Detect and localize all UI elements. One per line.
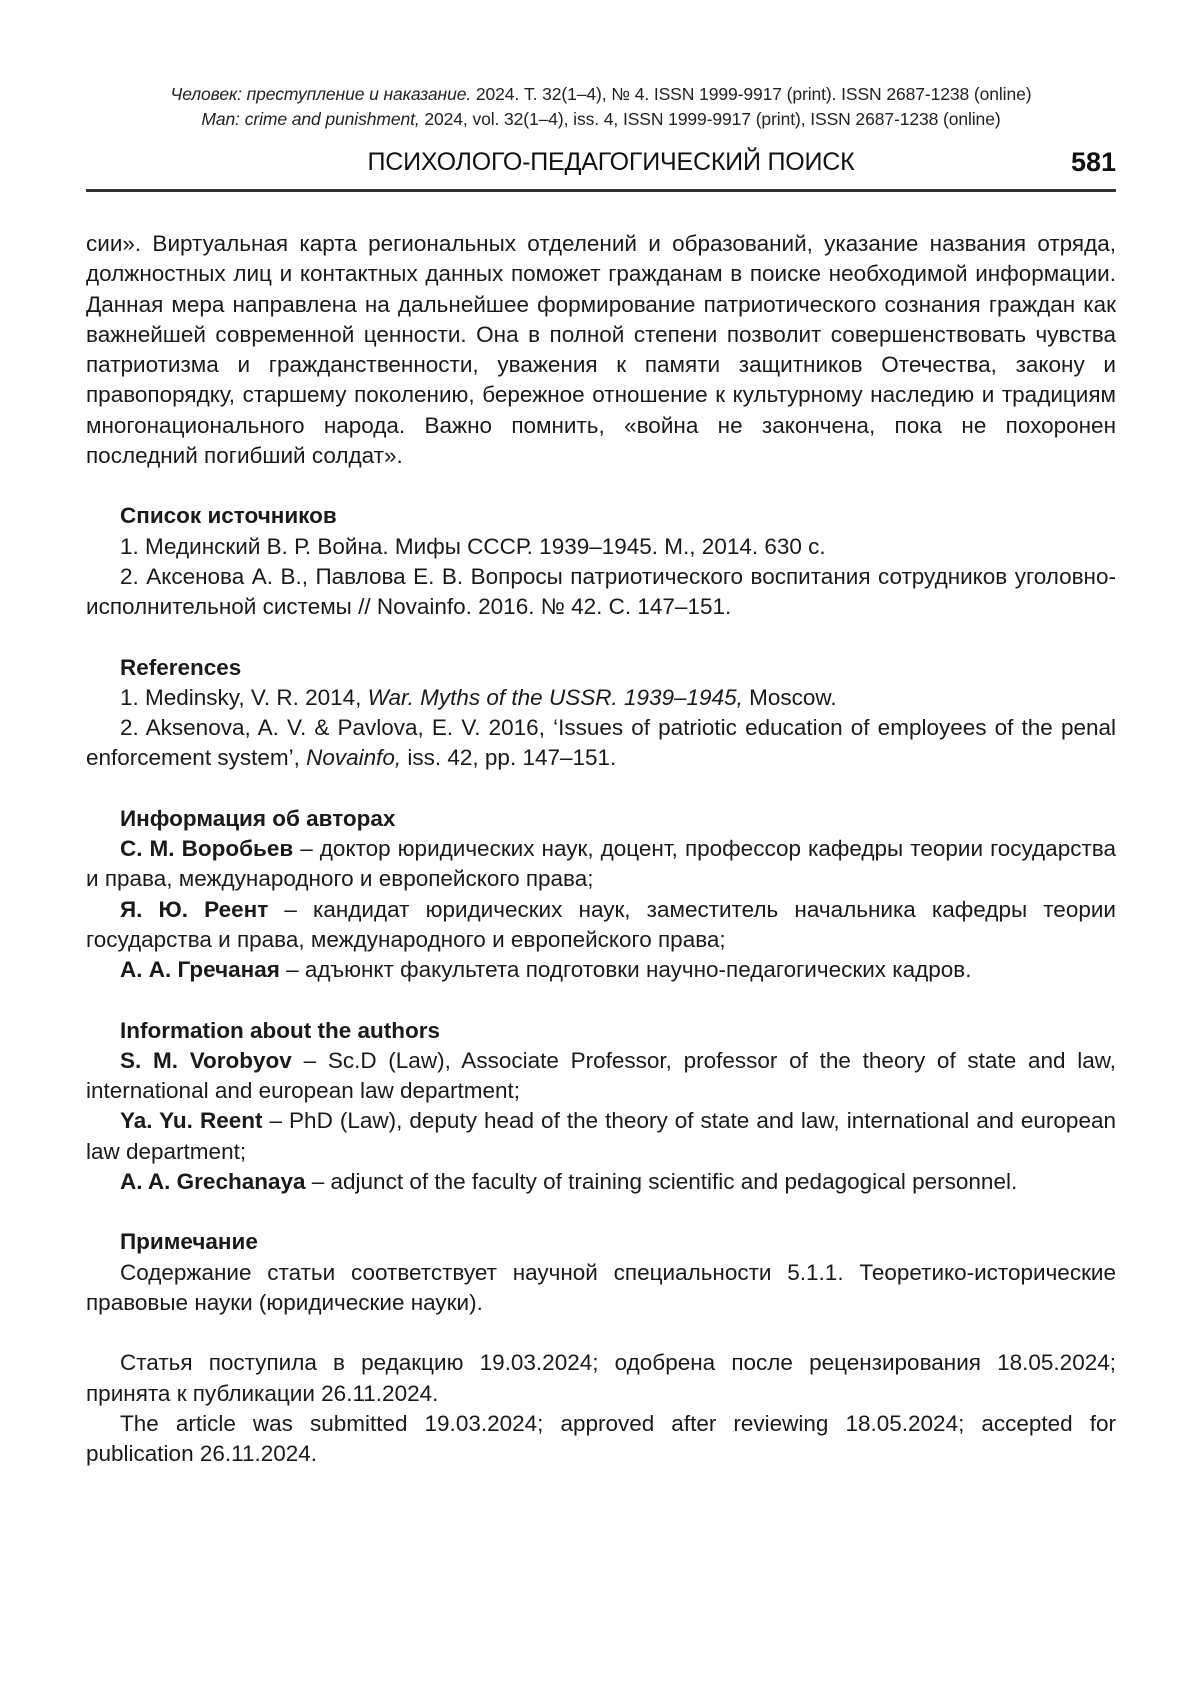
sources-section bbox=[86, 501, 1116, 622]
author-item bbox=[86, 1046, 1116, 1107]
reference-pages: iss. 42, pp. 147–151. bbox=[401, 745, 617, 771]
journal-issue-ru: 2024. Т. 32(1–4), № 4. ISSN 1999-9917 (print). ISSN 2687-1238 (online) bbox=[471, 84, 1032, 104]
body-paragraph: сии». Виртуальная карта региональных отделений и образований, указание названия отряда, должностных лиц и контактных данных поможет гражданам в поиске необходимой информации. Данная мера направлена на дальнейшее формирование патриотического сознания граждан как важнейшей современной ценности. Она в полной степени позволит совершенствовать чувства патриотизма и гражданственности, уважения к памяти защитников Отечества, закону и правопорядку, старшему поколению, бережное отношение к культурному наследию и традициям многонационального народа. Важно помнить, «война не закончена, пока не похоронен последний погибший солдат». bbox=[86, 231, 1116, 469]
author-item bbox=[86, 834, 1116, 895]
source-item: 1. Мединский В. Р. Война. Мифы СССР. 1939–1945. М., 2014. 630 с. bbox=[120, 533, 826, 559]
page-number: 581 bbox=[1070, 147, 1116, 177]
section-bar bbox=[86, 144, 1116, 180]
journal-issue-en: 2024, vol. 32(1–4), iss. 4, ISSN 1999-9917 (print), ISSN 2687-1238 (online) bbox=[419, 109, 1001, 129]
author-item bbox=[86, 1167, 1116, 1197]
references-heading: References bbox=[120, 654, 242, 680]
journal-running-header bbox=[86, 82, 1116, 132]
article-dates-ru: Статья поступила в редакцию 19.03.2024; одобрена после рецензирования 18.05.2024; принята к публикации 26.11.2024. bbox=[86, 1350, 1116, 1406]
author-item bbox=[86, 1106, 1116, 1167]
author-name: S. M. Vorobyov bbox=[120, 1047, 292, 1073]
author-description: – адъюнкт факультета подготовки научно-педагогических кадров. bbox=[279, 957, 972, 983]
author-name: Я. Ю. Реент bbox=[120, 896, 269, 922]
article-content bbox=[86, 229, 1116, 1469]
author-description: – PhD (Law), deputy head of the theory of state and law, international and european law department; bbox=[86, 1108, 1116, 1164]
author-description: – adjunct of the faculty of training scientific and pedagogical personnel. bbox=[305, 1169, 1018, 1195]
note-section bbox=[86, 1227, 1116, 1318]
author-description: – доктор юридических наук, доцент, профессор кафедры теории государства и права, международного и европейского права; bbox=[86, 836, 1116, 892]
reference-title: War. Myths of the USSR. 1939–1945, bbox=[367, 684, 743, 710]
source-item: 2. Аксенова А. В., Павлова Е. В. Вопросы патриотического воспитания сотрудников уголовно-исполнительной системы // Novainfo. 2016. № 42. С. 147–151. bbox=[86, 563, 1116, 620]
reference-item bbox=[86, 683, 1116, 713]
note-heading: Примечание bbox=[120, 1229, 258, 1255]
author-item bbox=[86, 895, 1116, 956]
authors-ru-heading: Информация об авторах bbox=[120, 805, 396, 831]
reference-publisher: Moscow. bbox=[742, 684, 837, 710]
journal-title-ru: Человек: преступление и наказание. bbox=[170, 84, 472, 104]
journal-citation-en bbox=[86, 107, 1116, 132]
authors-en-section bbox=[86, 1016, 1116, 1198]
header-divider bbox=[86, 189, 1116, 192]
author-name: А. А. Гречаная bbox=[120, 957, 280, 983]
journal-citation-ru bbox=[86, 82, 1116, 107]
author-description: – Sc.D (Law), Associate Professor, professor of the theory of state and law, international and european law department; bbox=[86, 1047, 1116, 1104]
authors-en-heading: Information about the authors bbox=[120, 1017, 440, 1043]
references-section bbox=[86, 653, 1116, 774]
reference-item bbox=[86, 713, 1116, 774]
reference-authors: 1. Medinsky, V. R. 2014, bbox=[120, 684, 368, 710]
section-title: ПСИХОЛОГО-ПЕДАГОГИЧЕСКИЙ ПОИСК bbox=[367, 148, 855, 176]
author-name: A. A. Grechanaya bbox=[120, 1169, 306, 1195]
sources-heading: Список источников bbox=[120, 503, 337, 529]
article-dates bbox=[86, 1348, 1116, 1469]
author-name: С. М. Воробьев bbox=[120, 836, 294, 862]
reference-authors: 2. Aksenova, A. V. & Pavlova, E. V. 2016, ‘Issues of patriotic education of employees of the penal enforcement system’, bbox=[86, 715, 1116, 771]
journal-title-en: Man: crime and punishment, bbox=[201, 109, 420, 129]
article-dates-en: The article was submitted 19.03.2024; approved after reviewing 18.05.2024; accepted for publication 26.11.2024. bbox=[86, 1410, 1116, 1467]
note-text: Содержание статьи соответствует научной специальности 5.1.1. Теоретико-исторические правовые науки (юридические науки). bbox=[86, 1259, 1116, 1315]
reference-journal: Novainfo, bbox=[306, 745, 402, 771]
author-description: – кандидат юридических наук, заместитель начальника кафедры теории государства и права, международного и европейского права; bbox=[86, 896, 1116, 952]
authors-ru-section bbox=[86, 804, 1116, 986]
author-item bbox=[86, 955, 1116, 985]
author-name: Ya. Yu. Reent bbox=[120, 1108, 263, 1134]
